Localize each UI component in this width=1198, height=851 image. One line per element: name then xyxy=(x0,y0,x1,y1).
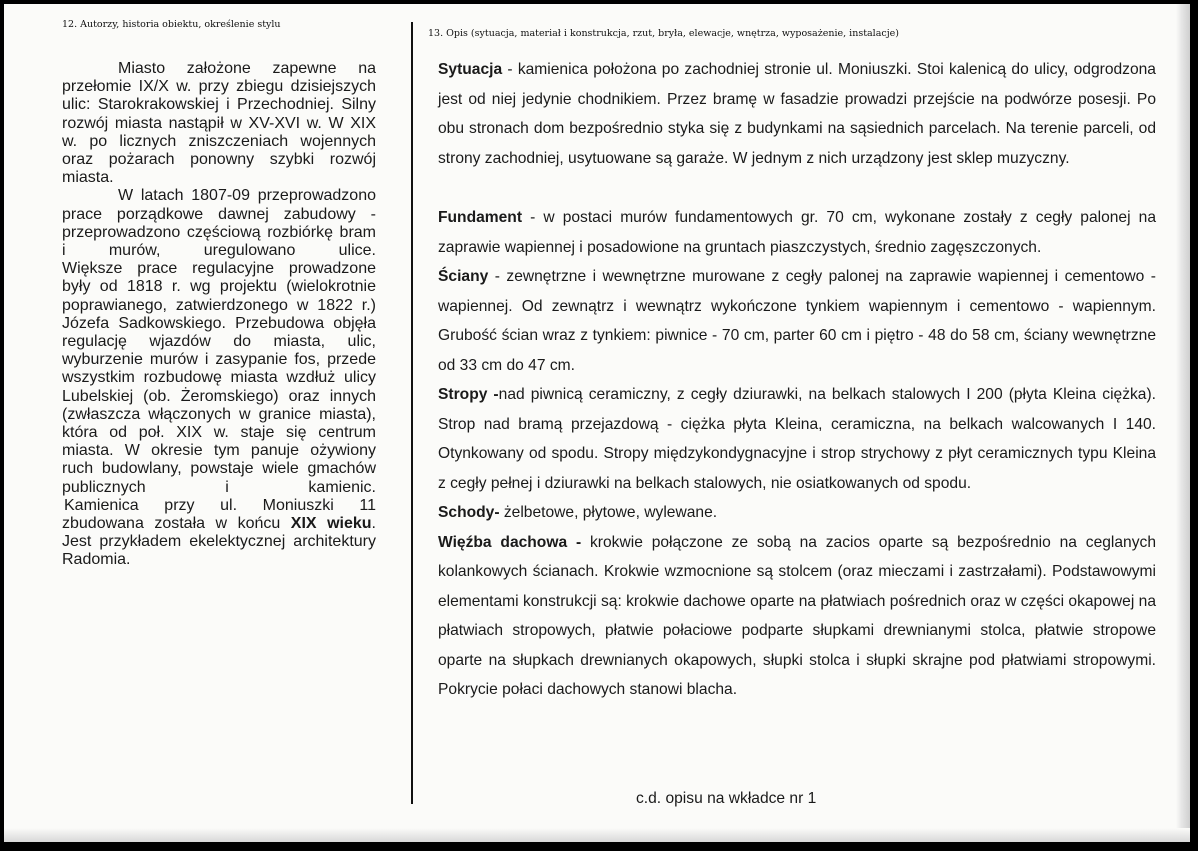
label-sytuacja: Sytuacja xyxy=(438,61,503,78)
text-sciany: - zewnętrzne i wewnętrzne murowane z cegły palonej na zaprawie wapiennej i cementowo - wapiennej. Od zewnątrz i wewnątrz wykończone tynkiem wapiennym i cementowo - wapiennym. Grubość ścian wraz z tynkiem: piwnice - 70 cm, parter 60 cm i piętro - 48 do 58 cm, ściany wewnętrzne od 33 cm do 47 cm. xyxy=(438,268,1156,374)
description-column xyxy=(438,55,1156,705)
page-edge-right xyxy=(1176,4,1190,842)
history-text: . xyxy=(371,515,376,533)
text-stropy: nad piwnicą ceramiczny, z cegły dziurawki, na belkach stalowych I 200 (płyta Kleina ciężka). Strop nad bramą przejazdową - ciężka płyta Kleina, ceramiczna, na belkach walcowanych I 140. Otynkowany od spodu. Stropy międzykondygnacyjne i strop strychowy z płyt ceramicznych typu Kleina z cegły pełnej i dziurawki na belkach stalowych, nie osiatkowanych od spodu. xyxy=(438,386,1156,492)
history-paragraph: Miasto założone zapewne na przełomie IX/X w. przy zbiegu dzisiejszych ulic: Starokrakowskiej i Przechodniej. Silny rozwój miasta nastąpił w XV-XVI w. W XIX w. po licznych zniszczeniach wojennych oraz pożarach ponowny szybki rozwój miasta. xyxy=(62,60,376,187)
text-sytuacja: - kamienica położona po zachodniej stronie ul. Moniuszki. Stoi kalenicą do ulicy, odgrodzona jest od niej jedynie chodnikiem. Przez bramę w fasadzie prowadzi przejście na podwórze posesji. Po obu stronach dom bezpośrednio styka się z budynkami na sąsiednich parcelach. Na terenie parceli, od strony zachodniej, usytuowane są garaże. W jednym z nich urządzony jest sklep muzyczny. xyxy=(438,61,1156,167)
section-13-title: 13. Opis (sytuacja, materiał i konstrukcja, rzut, bryła, elewacje, wnętrza, wyposażenie, instalacje) xyxy=(428,28,899,39)
history-emphasis: XIX wieku xyxy=(290,515,372,533)
continuation-note: c.d. opisu na wkładce nr 1 xyxy=(636,790,817,807)
text-fundament: - w postaci murów fundamentowych gr. 70 cm, wykonane zostały z cegły palonej na zaprawie wapiennej i posadowione na gruntach piaszczystych, średnio zagęszczonych. xyxy=(438,209,1156,256)
column-divider xyxy=(411,22,413,804)
label-wiezba: Więźba dachowa - xyxy=(438,533,582,551)
label-schody: Schody- xyxy=(438,504,500,521)
paragraph-stropy xyxy=(438,380,1156,498)
label-fundament: Fundament xyxy=(438,209,523,226)
paragraph-sciany xyxy=(438,262,1156,380)
document-sheet xyxy=(4,4,1190,842)
history-paragraph: Jest przykładem ekelektycznej architektury Radomia. xyxy=(62,533,376,569)
history-paragraph: Większe prace regulacyjne prowadzone były od 1818 r. wg projektu (wielokrotnie poprawianego, zatwierdzonego w 1822 r.) Józefa Sadkowskiego. Przebudowa objęła regulację wjazdów do miasta, ulic, wyburzenie murów i zasypanie fos, przede wszystkim rozbudowę miasta wzdłuż ulicy Lubelskiej (ob. Żeromskiego) oraz innych (zwłaszcza włączonych w granice miasta), która od poł. XIX w. staje się centrum miasta. W okresie tym panuje ożywiony ruch budowlany, powstaje wiele gmachów publicznych i kamienic. xyxy=(62,260,376,496)
history-text: Kamienica przy ul. Moniuszki 11 zbudowana została w końcu xyxy=(62,496,376,533)
paragraph-sytuacja xyxy=(438,55,1156,173)
section-12-title: 12. Autorzy, historia obiektu, określenie stylu xyxy=(62,19,281,30)
label-stropy: Stropy - xyxy=(438,386,499,403)
text-wiezba: krokwie połączone ze sobą na zacios oparte są bezpośrednio na ceglanych kolankowych ścianach. Krokwie wzmocnione są stolcem (oraz mieczami i zastrzałami). Podstawowymi elementami konstrukcji są: krokwie dachowe oparte na płatwiach pośrednich oraz w części okapowej na płatwiach stropowych, płatwie połaciowe podparte słupkami drewnianymi stolca, płatwie stropowe oparte na słupkach drewnianych okapowych, słupki stolca i słupki skrajne pod płatwiami stropowymi. Pokrycie połaci dachowych stanowi blacha. xyxy=(438,533,1156,698)
history-paragraph: W latach 1807-09 przeprowadzono prace porządkowe dawnej zabudowy - przeprowadzono częściową rozbiórkę bram i murów, uregulowano ulice. xyxy=(62,187,376,260)
paragraph-schody xyxy=(438,498,1156,528)
history-paragraph xyxy=(62,497,376,533)
paragraph-wiezba xyxy=(438,528,1156,705)
label-sciany: Ściany xyxy=(438,268,489,285)
text-schody: żelbetowe, płytowe, wylewane. xyxy=(499,504,718,521)
page-edge-bottom xyxy=(4,828,1190,842)
paragraph-fundament xyxy=(438,203,1156,262)
history-column xyxy=(62,60,376,570)
